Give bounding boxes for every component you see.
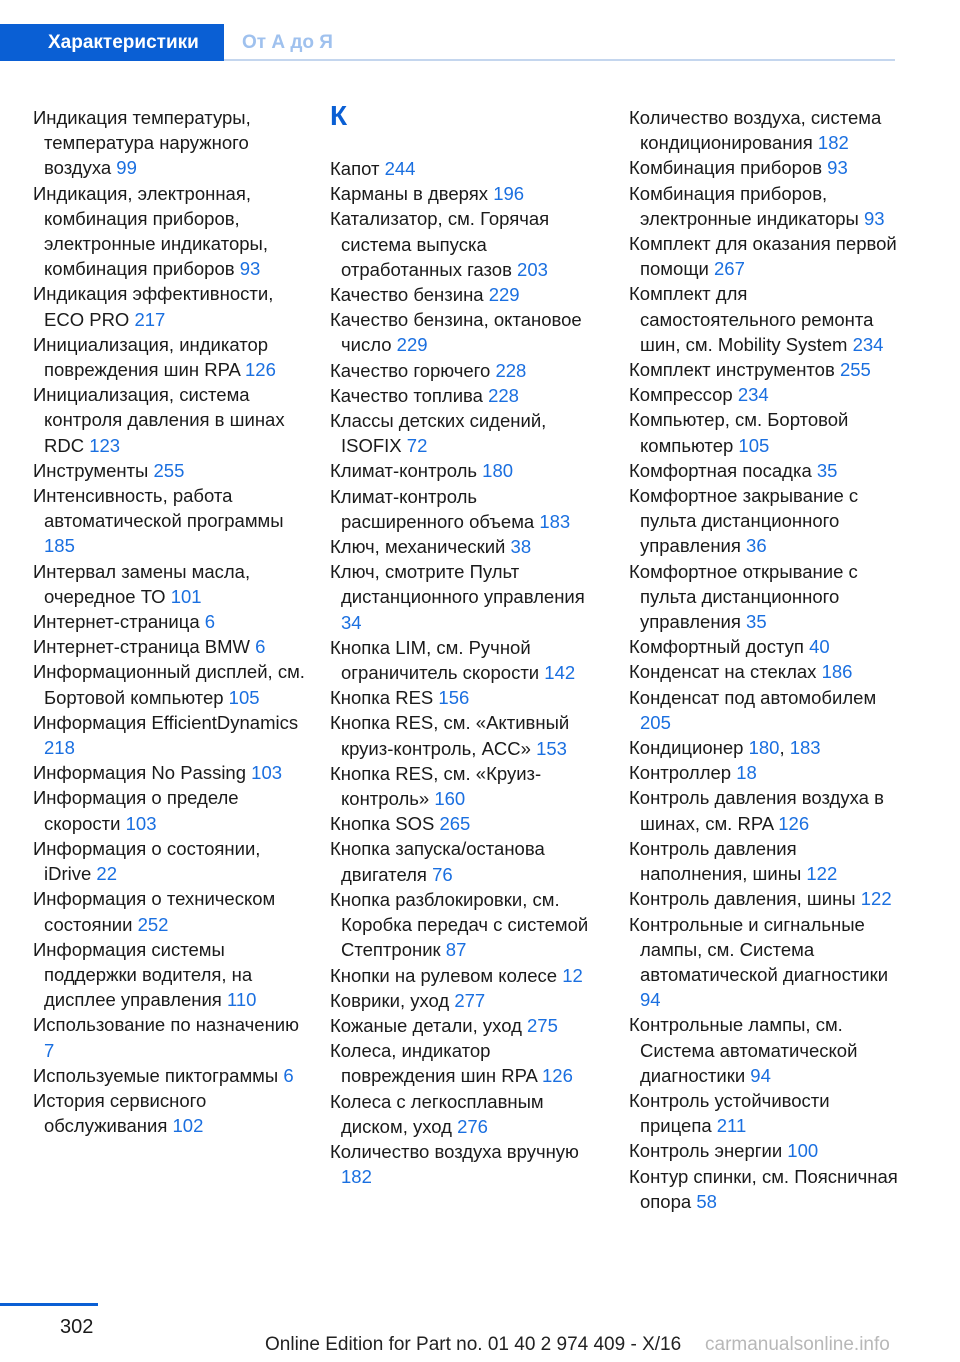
page-reference-link[interactable]: 38 <box>510 536 532 558</box>
index-entry <box>629 1012 899 1088</box>
index-entry-text: Индикация эффективности, ECO PRO <box>33 283 274 330</box>
index-entry <box>629 181 899 231</box>
page-reference-link[interactable]: 94 <box>640 989 661 1011</box>
page-reference-link[interactable]: 94 <box>750 1064 771 1086</box>
index-entry <box>33 937 308 1013</box>
index-entry <box>33 886 308 936</box>
index-letter-heading: К <box>330 100 348 131</box>
index-entry <box>629 685 899 735</box>
index-entry-text: Ключ, механический <box>330 536 506 558</box>
page-reference-link[interactable]: 255 <box>839 359 871 381</box>
page-reference-link[interactable]: 18 <box>736 762 757 784</box>
index-entry <box>33 634 308 659</box>
page-reference-link[interactable]: 180 <box>748 737 780 759</box>
index-entry <box>330 534 605 559</box>
index-entry: Кондиционер 180, 183 <box>629 737 821 759</box>
page-reference-link[interactable]: 122 <box>806 863 838 885</box>
index-entry <box>330 635 605 685</box>
page-reference-link[interactable]: 35 <box>746 611 767 633</box>
index-entry-text: Количество воздуха, система кондиционирования <box>629 107 882 154</box>
header-divider <box>224 59 895 61</box>
index-entry-text: Информационный дисплей, см. Бортовой компьютер <box>33 661 305 708</box>
footer-rule <box>0 1303 98 1306</box>
index-entry <box>629 886 899 911</box>
index-entry <box>629 1088 899 1138</box>
index-entry-text: Контроль давления воздуха в шинах, см. RPA <box>629 787 884 834</box>
page-reference-link[interactable]: 93 <box>827 157 848 179</box>
index-entry-text: Кнопка RES, см. «Активный круиз-контроль, ACC» <box>330 712 570 759</box>
page-reference-link[interactable]: 40 <box>809 636 830 658</box>
page-reference-link[interactable]: 183 <box>539 510 571 532</box>
page-reference-link[interactable]: 34 <box>341 611 362 633</box>
page-reference-link[interactable]: 6 <box>204 611 216 633</box>
page-reference-link[interactable]: 122 <box>860 888 892 910</box>
index-entry-text: Индикация, электронная, комбинация приборов, электронные индикаторы, комбинация приборов <box>33 182 268 280</box>
page-reference-link[interactable]: 93 <box>863 207 885 229</box>
page-reference-link[interactable]: 265 <box>439 813 471 835</box>
index-entry <box>330 156 605 181</box>
index-entry <box>629 407 899 457</box>
index-entry <box>33 281 308 331</box>
index-column-1 <box>33 105 308 1138</box>
index-entry-text: Компрессор <box>629 384 733 406</box>
index-entry <box>33 659 308 709</box>
index-entry <box>629 760 899 785</box>
page-reference-link[interactable]: 234 <box>852 333 884 355</box>
index-entry <box>629 155 899 180</box>
page-reference-link[interactable]: 182 <box>341 1166 372 1188</box>
index-entry <box>33 785 308 835</box>
page-reference-link[interactable]: 156 <box>438 687 470 709</box>
index-entry <box>33 181 308 282</box>
page-reference-link[interactable]: 234 <box>737 384 769 406</box>
page-reference-link[interactable]: 101 <box>170 585 202 607</box>
index-entry-text: Качество бензина, октановое число <box>330 309 582 356</box>
page-reference-link[interactable]: 229 <box>488 284 520 306</box>
index-entry-text: Качество горючего <box>330 359 491 381</box>
index-entry <box>330 484 605 534</box>
index-entry <box>629 105 899 155</box>
index-entry <box>33 1088 308 1138</box>
index-entry-text: Комплект инструментов <box>629 359 835 381</box>
index-entry <box>33 483 308 559</box>
index-entry <box>330 206 605 282</box>
index-entry <box>330 1089 605 1139</box>
index-entry <box>33 105 308 181</box>
page-reference-link[interactable]: 142 <box>544 662 576 684</box>
index-entry <box>629 1164 899 1214</box>
index-entry <box>330 811 605 836</box>
index-entry <box>629 357 899 382</box>
index-entry <box>629 559 899 635</box>
index-entry <box>330 963 605 988</box>
page-reference-link[interactable]: 93 <box>239 258 261 280</box>
index-entry-text: Информация No Passing <box>33 762 247 784</box>
page-reference-link[interactable]: 36 <box>746 535 767 557</box>
index-entry <box>629 483 899 559</box>
tab-a-to-z[interactable]: От А до Я <box>242 32 333 53</box>
page-reference-link[interactable]: 100 <box>787 1140 819 1162</box>
page-reference-link[interactable]: 6 <box>283 1064 294 1086</box>
index-entry-text: История сервисного обслуживания <box>33 1089 207 1137</box>
index-entry <box>33 1063 308 1088</box>
index-entry <box>629 634 899 659</box>
page-reference-link[interactable]: 110 <box>226 989 257 1011</box>
page-reference-link[interactable]: 180 <box>482 460 514 482</box>
index-entry-text: Контрольные лампы, см. Система автоматической диагностики <box>629 1014 858 1086</box>
index-entry <box>330 1013 605 1038</box>
page-reference-link[interactable]: 76 <box>432 863 453 885</box>
index-entry <box>330 383 605 408</box>
index-entry-text: Интернет-страница BMW <box>33 636 250 658</box>
index-entry-text: Кнопки на рулевом колесе <box>330 964 558 986</box>
index-entry <box>629 836 899 886</box>
index-entry-text: Компьютер, см. Бортовой компьютер <box>629 409 849 456</box>
header-tabs <box>0 24 895 61</box>
page-reference-link[interactable]: 7 <box>44 1039 55 1061</box>
index-entry-text: Комплект для оказания первой помощи <box>629 233 897 280</box>
index-entry <box>629 281 899 357</box>
index-entry-text: Информация о техническом состоянии <box>33 888 276 935</box>
index-entry <box>330 761 605 811</box>
page-reference-link[interactable]: 217 <box>134 308 166 330</box>
index-entry <box>330 282 605 307</box>
index-entry-text: Контроль давления наполнения, шины <box>629 837 802 885</box>
page-reference-link[interactable]: 126 <box>245 359 276 381</box>
index-entry-text: Кнопка LIM, см. Ручной ограничитель скорости <box>330 636 540 684</box>
page-reference-link[interactable]: 203 <box>517 258 548 280</box>
page-reference-link[interactable]: 277 <box>454 989 486 1011</box>
index-entry <box>33 760 308 785</box>
index-entry <box>33 710 308 760</box>
index-entry-text: Качество бензина <box>330 284 484 306</box>
page-reference-link[interactable]: 185 <box>44 535 75 557</box>
page-reference-link[interactable]: 126 <box>542 1065 573 1087</box>
index-entry <box>629 458 899 483</box>
index-entry-text: Комбинация приборов, электронные индикаторы <box>629 182 859 229</box>
page-reference-link[interactable]: 35 <box>816 459 838 481</box>
page-reference-link[interactable]: 218 <box>44 737 75 759</box>
page-reference-link[interactable]: 228 <box>495 359 527 381</box>
index-entry <box>330 1038 605 1088</box>
index-entry-text: Интенсивность, работа автоматической программы <box>33 485 284 532</box>
page-reference-link[interactable]: 276 <box>457 1115 488 1137</box>
page-reference-link[interactable]: 182 <box>817 132 849 154</box>
index-entry-text: Информация о состоянии, iDrive <box>33 837 261 885</box>
index-entry-text: Интернет-страница <box>33 611 200 633</box>
index-entry-text: Контроль давления, шины <box>629 888 856 910</box>
index-entry-text: Контроль устойчивости прицепа <box>629 1089 830 1137</box>
index-entry <box>330 181 605 206</box>
index-entry-text: Кнопка запуска/останова двигателя <box>330 838 545 885</box>
index-entry <box>330 836 605 886</box>
page-reference-link[interactable]: 183 <box>789 737 821 759</box>
index-entry-text: Карманы в дверях <box>330 183 489 205</box>
index-entry <box>33 836 308 886</box>
index-entry-text: Инициализация, индикатор повреждения шин RPA <box>33 333 269 381</box>
index-entry <box>330 685 605 710</box>
page-reference-link[interactable]: 6 <box>255 636 266 658</box>
index-entry-text: Информация о пределе скорости <box>33 787 239 834</box>
index-entry-text: Комбинация приборов <box>629 157 823 179</box>
index-entry-text: Использование по назначению <box>33 1014 300 1036</box>
index-entry-text: Комфортное закрывание с пульта дистанционного управления <box>629 485 859 557</box>
page-reference-link[interactable]: 22 <box>96 863 117 885</box>
page-reference-link[interactable]: 103 <box>251 762 283 784</box>
page-reference-link[interactable]: 267 <box>714 258 745 280</box>
index-entry <box>629 1138 899 1163</box>
index-entry-text: Контроль энергии <box>629 1140 783 1162</box>
index-entry <box>330 408 605 458</box>
index-entry <box>330 559 605 635</box>
index-entry <box>629 382 899 407</box>
page-reference-link[interactable]: 99 <box>116 157 137 179</box>
index-entry-text: Кнопка SOS <box>330 813 435 835</box>
index-entry-text: Количество воздуха вручную <box>330 1140 579 1162</box>
edition-note: Online Edition for Part no. 01 40 2 974 409 - X/16 <box>265 1334 682 1355</box>
page-reference-link[interactable]: 105 <box>228 686 260 708</box>
index-entry <box>33 458 308 483</box>
index-entry-text: Используемые пиктограммы <box>33 1064 279 1086</box>
index-entry <box>330 710 605 760</box>
index-entry-text: Информация системы поддержки водителя, на дисплее управления <box>33 938 253 1011</box>
page-reference-link[interactable]: 153 <box>536 737 567 759</box>
index-entry <box>33 382 308 458</box>
index-entry <box>629 659 899 684</box>
page-reference-link[interactable]: 244 <box>384 158 416 179</box>
page-reference-link[interactable]: 186 <box>821 661 853 683</box>
index-entry-text: Конденсат под автомобилем <box>629 686 877 708</box>
page-reference-link[interactable]: 58 <box>696 1190 717 1212</box>
page-reference-link[interactable]: 211 <box>716 1115 747 1137</box>
index-entry-text: Контур спинки, см. Поясничная опора <box>629 1165 898 1212</box>
index-entry-text: Кнопка RES <box>330 687 434 709</box>
index-entry-text: Кожаные детали, уход <box>330 1014 522 1036</box>
page-reference-link[interactable]: 252 <box>137 913 169 935</box>
index-entry-text: Комфортное открывание с пульта дистанционного управления <box>629 560 858 633</box>
index-entry-text: Контрольные и сигнальные лампы, см. Система автоматической диагностики <box>629 913 889 985</box>
index-entry-text: Комфортный доступ <box>629 636 804 658</box>
page-reference-link[interactable]: 126 <box>778 812 810 834</box>
index-entry <box>330 307 605 357</box>
index-entry-text: Инструменты <box>33 459 149 481</box>
index-entry-text: Климат-контроль расширенного объема <box>330 485 535 532</box>
index-entry-text: Катализатор, см. Горячая система выпуска отработанных газов <box>330 208 550 280</box>
index-entry-text: Конденсат на стеклах <box>629 661 817 683</box>
index-entry-text: Капот <box>330 158 380 179</box>
page-reference-link[interactable]: 255 <box>153 459 185 481</box>
index-entry <box>629 231 899 281</box>
watermark: carmanualsonline.info <box>705 1334 890 1355</box>
index-entry-text: Качество топлива <box>330 384 483 406</box>
index-entry-text: Коврики, уход <box>330 989 450 1011</box>
page-reference-link[interactable]: 102 <box>172 1115 204 1137</box>
page-reference-link[interactable]: 72 <box>406 435 428 457</box>
index-entry-text: Кнопка разблокировки, см. Коробка передач с системой Стептроник <box>330 888 589 961</box>
index-entry-text: Инициализация, система контроля давления в шинах RDC <box>33 384 285 456</box>
index-entry-text: Классы детских сидений, ISOFIX <box>330 410 547 457</box>
index-entry <box>33 609 308 634</box>
index-entry-text: Кнопка RES, см. «Круиз-контроль» <box>330 762 542 810</box>
index-entry <box>330 358 605 383</box>
page-reference-link[interactable]: 123 <box>89 434 121 456</box>
index-entry <box>629 785 899 835</box>
page-reference-link[interactable]: 87 <box>445 939 467 961</box>
index-entry-text: Кондиционер <box>629 737 744 759</box>
index-entry <box>33 332 308 382</box>
page-reference-link[interactable]: 229 <box>396 334 428 356</box>
index-entry <box>330 458 605 483</box>
index-entry <box>33 559 308 609</box>
index-entry <box>330 887 605 963</box>
page-reference-link[interactable]: 205 <box>640 711 671 733</box>
page-number: 302 <box>60 1316 94 1338</box>
page-reference-link[interactable]: 275 <box>527 1014 558 1036</box>
index-entry-text: Колеса с легкосплавным диском, уход <box>330 1090 544 1137</box>
index-entry <box>629 912 899 1013</box>
index-entry-text: Индикация температуры, температура наружного воздуха <box>33 107 251 179</box>
index-entry-text: Интервал замены масла, очередное ТО <box>33 560 251 607</box>
page-reference-link[interactable]: 228 <box>488 384 519 406</box>
index-entry <box>330 1139 605 1189</box>
index-entry-text: Комфортная посадка <box>629 459 812 481</box>
index-entry-text: Колеса, индикатор повреждения шин RPA <box>330 1040 537 1087</box>
index-column-3 <box>629 105 899 1214</box>
page-reference-link[interactable]: 160 <box>434 788 466 810</box>
index-entry-text: Комплект для самостоятельного ремонта шин, см. Mobility System <box>629 283 874 355</box>
page-reference-link[interactable]: 12 <box>562 964 583 986</box>
index-entry <box>330 988 605 1013</box>
page-reference-link[interactable]: 105 <box>738 434 770 456</box>
index-entry-text: Информация EfficientDynamics <box>33 711 299 733</box>
page-reference-link[interactable]: 103 <box>125 812 157 834</box>
index-entry <box>33 1012 308 1062</box>
page-reference-link[interactable]: 196 <box>493 183 525 205</box>
index-entry-text: Контроллер <box>629 762 732 784</box>
index-entry-text: Ключ, смотрите Пульт дистанционного управления <box>330 561 585 608</box>
index-entry-text: Климат-контроль <box>330 460 478 482</box>
index-column-2 <box>330 102 605 1189</box>
tab-characteristics[interactable]: Характеристики <box>0 24 224 61</box>
